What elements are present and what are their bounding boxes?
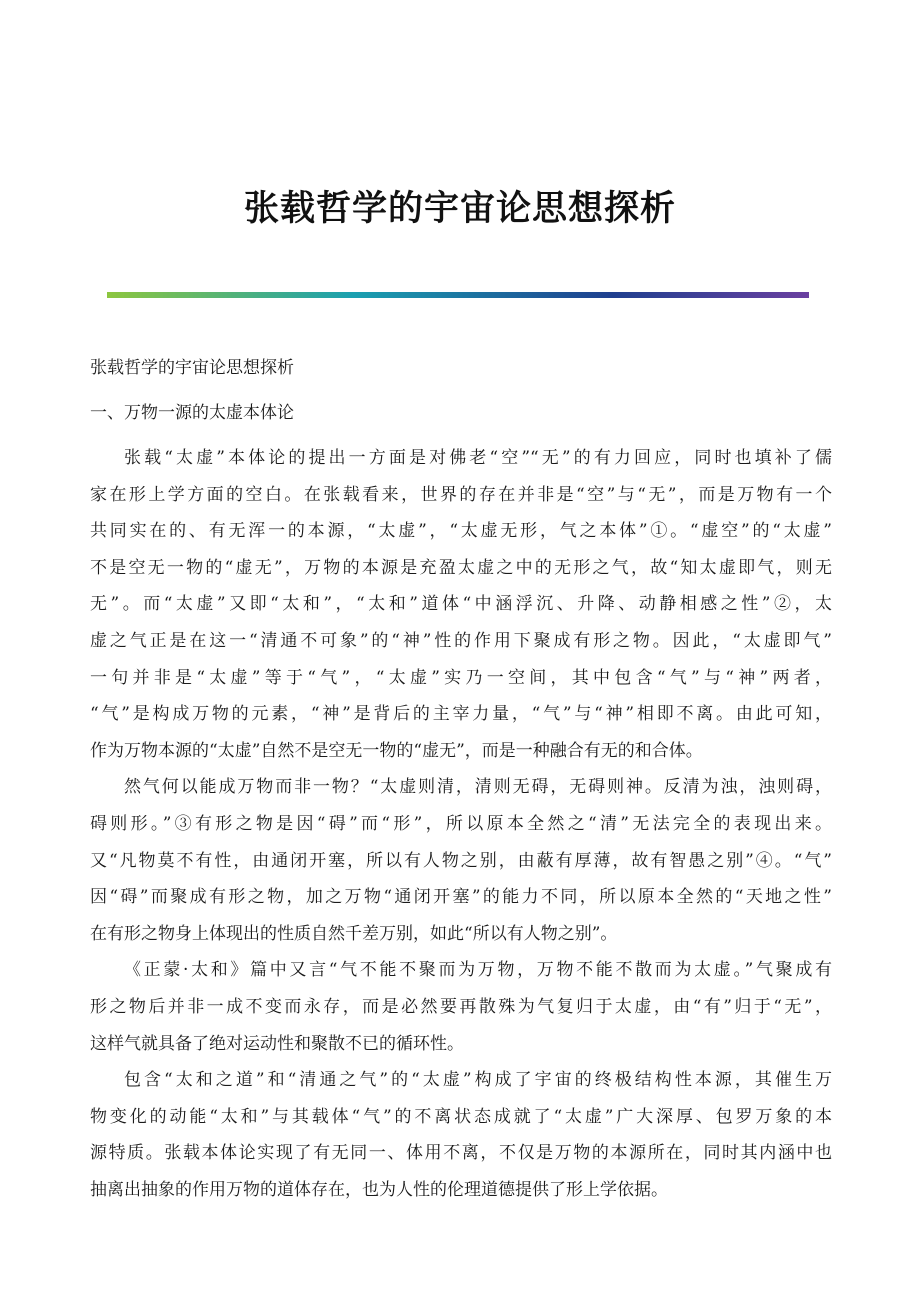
body-line: 包含“太和之道”和“清通之气”的“太虚”构成了宇宙的终极结构性本源，其催生万 <box>124 1070 832 1091</box>
body-line: 无”。而“太虚”又即“太和”，“太和”道体“中涵浮沉、升降、动静相感之性”②，太 <box>90 594 832 615</box>
body-line: 又“凡物莫不有性，由通闭开塞，所以有人物之别，由蔽有厚薄，故有智愚之别”④。“气” <box>90 850 832 871</box>
body-line: 家在形上学方面的空白。在张载看来，世界的存在并非是“空”与“无”，而是万物有一个 <box>90 484 832 505</box>
body-line: 作为万物本源的“太虚”自然不是空无一物的“虚无”，而是一种融合有无的和合体。 <box>90 740 703 761</box>
body-line: 物变化的动能“太和”与其载体“气”的不离状态成就了“太虚”广大深厚、包罗万象的本 <box>90 1106 832 1127</box>
body-line: 因“碍”而聚成有形之物，加之万物“通闭开塞”的能力不同，所以原本全然的“天地之性” <box>90 887 832 908</box>
body-line: “气”是构成万物的元素，“神”是背后的主宰力量，“气”与“神”相即不离。由此可知， <box>90 704 832 725</box>
section-heading: 一、万物一源的太虚本体论 <box>90 403 294 423</box>
body-line: 抽离出抽象的作用万物的道体存在，也为人性的伦理道德提供了形上学依据。 <box>90 1179 668 1200</box>
body-line: 一句并非是“太虚”等于“气”，“太虚”实乃一空间，其中包含“气”与“神”两者， <box>90 667 832 688</box>
body-line: 这样气就具备了绝对运动性和聚散不已的循环性。 <box>90 1033 464 1054</box>
document-title: 张载哲学的宇宙论思想探析 <box>243 189 676 229</box>
document-subtitle: 张载哲学的宇宙论思想探析 <box>90 358 294 378</box>
title-divider-rule <box>107 292 809 298</box>
body-line: 在有形之物身上体现出的性质自然千差万别，如此“所以有人物之别”。 <box>90 923 618 944</box>
body-line: 形之物后并非一成不变而永存，而是必然要再散殊为气复归于太虚，由“有”归于“无”， <box>90 996 832 1017</box>
body-line: 虚之气正是在这一“清通不可象”的“神”性的作用下聚成有形之物。因此，“太虚即气” <box>90 630 832 651</box>
body-line: 源特质。张载本体论实现了有无同一、体用不离，不仅是万物的本源所在，同时其内涵中也 <box>90 1143 832 1164</box>
body-line: 然气何以能成万物而非一物？“太虚则清，清则无碍，无碍则神。反清为浊，浊则碍， <box>124 777 832 798</box>
document-body <box>90 356 832 1214</box>
body-line: 张载“太虚”本体论的提出一方面是对佛老“空”“无”的有力回应，同时也填补了儒 <box>124 448 832 468</box>
body-line: 《正蒙·太和》篇中又言“气不能不聚而为万物，万物不能不散而为太虚。”气聚成有 <box>124 960 832 981</box>
body-line: 不是空无一物的“虚无”，万物的本源是充盈太虚之中的无形之气，故“知太虚即气，则无 <box>90 557 832 578</box>
body-line: 碍则形。”③有形之物是因“碍”而“形”，所以原本全然之“清”无法完全的表现出来。 <box>90 813 832 834</box>
body-text <box>90 446 832 1202</box>
body-line: 共同实在的、有无浑一的本源，“太虚”，“太虚无形，气之本体”①。“虚空”的“太虚” <box>90 521 832 542</box>
